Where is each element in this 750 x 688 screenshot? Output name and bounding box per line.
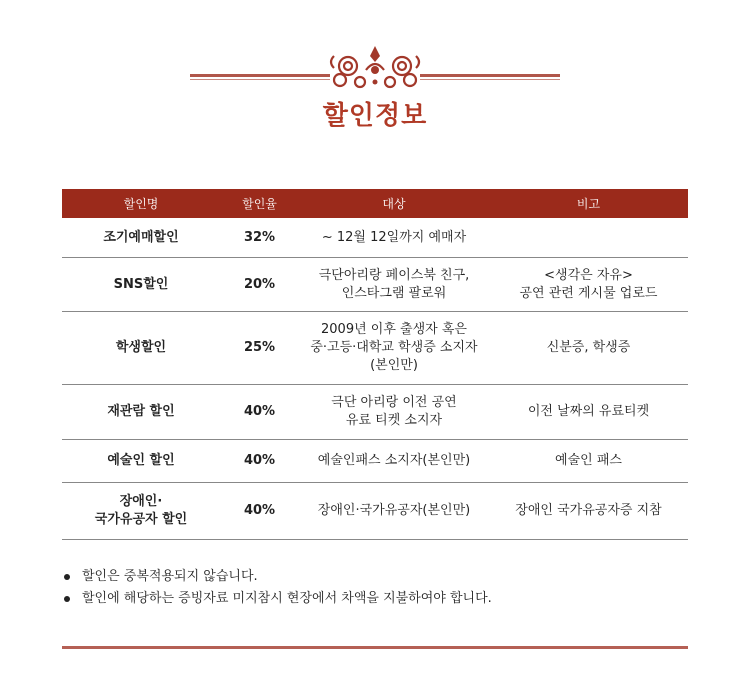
discount-rate-cell: 40% — [220, 483, 299, 540]
header-name: 할인명 — [62, 189, 220, 218]
discount-name-cell: SNS할인 — [62, 258, 220, 312]
discount-name-cell: 학생할인 — [62, 312, 220, 385]
footer-divider — [62, 646, 688, 649]
notes-list — [62, 566, 492, 610]
discount-name-cell: 조기예매할인 — [62, 218, 220, 258]
table-row — [62, 258, 688, 312]
target-cell: 2009년 이후 출생자 혹은 중·고등·대학교 학생증 소지자 (본인만) — [299, 312, 489, 385]
discount-table — [62, 189, 688, 540]
discount-name-cell: 예술인 할인 — [62, 440, 220, 483]
note-text: 할인은 중복적용되지 않습니다. — [82, 569, 258, 584]
target-cell: 극단아리랑 페이스북 친구, 인스타그램 팔로워 — [299, 258, 489, 312]
header-ornament — [0, 30, 750, 90]
note-cell: 신분증, 학생증 — [489, 312, 688, 385]
target-cell: 극단 아리랑 이전 공연 유료 티켓 소지자 — [299, 385, 489, 440]
table-row — [62, 440, 688, 483]
discount-rate-cell: 32% — [220, 218, 299, 258]
table-row — [62, 312, 688, 385]
discount-name-cell: 재관람 할인 — [62, 385, 220, 440]
table-row — [62, 483, 688, 540]
discount-name-cell: 장애인· 국가유공자 할인 — [62, 483, 220, 540]
note-cell: 이전 날짜의 유료티켓 — [489, 385, 688, 440]
discount-rate-cell: 25% — [220, 312, 299, 385]
bullet-icon — [64, 574, 70, 580]
header-note: 비고 — [489, 189, 688, 218]
note-text: 할인에 해당하는 증빙자료 미지참시 현장에서 차액을 지불하여야 합니다. — [82, 591, 492, 606]
discount-rate-cell: 20% — [220, 258, 299, 312]
table-row — [62, 385, 688, 440]
discount-rate-cell: 40% — [220, 385, 299, 440]
table-header-row — [62, 189, 688, 218]
page-title: 할인정보 — [322, 101, 428, 131]
note-item — [62, 566, 492, 588]
scroll-ornament-icon — [320, 40, 430, 100]
note-item — [62, 588, 492, 610]
note-cell: <생각은 자유> 공연 관련 게시물 업로드 — [489, 258, 688, 312]
header-rate: 할인율 — [220, 189, 299, 218]
target-cell: ~ 12월 12일까지 예매자 — [299, 218, 489, 258]
bullet-icon — [64, 596, 70, 602]
target-cell: 장애인·국가유공자(본인만) — [299, 483, 489, 540]
header-target: 대상 — [299, 189, 489, 218]
note-cell — [489, 218, 688, 258]
discount-rate-cell: 40% — [220, 440, 299, 483]
note-cell: 예술인 패스 — [489, 440, 688, 483]
note-cell: 장애인 국가유공자증 지참 — [489, 483, 688, 540]
target-cell: 예술인패스 소지자(본인만) — [299, 440, 489, 483]
table-row — [62, 218, 688, 258]
